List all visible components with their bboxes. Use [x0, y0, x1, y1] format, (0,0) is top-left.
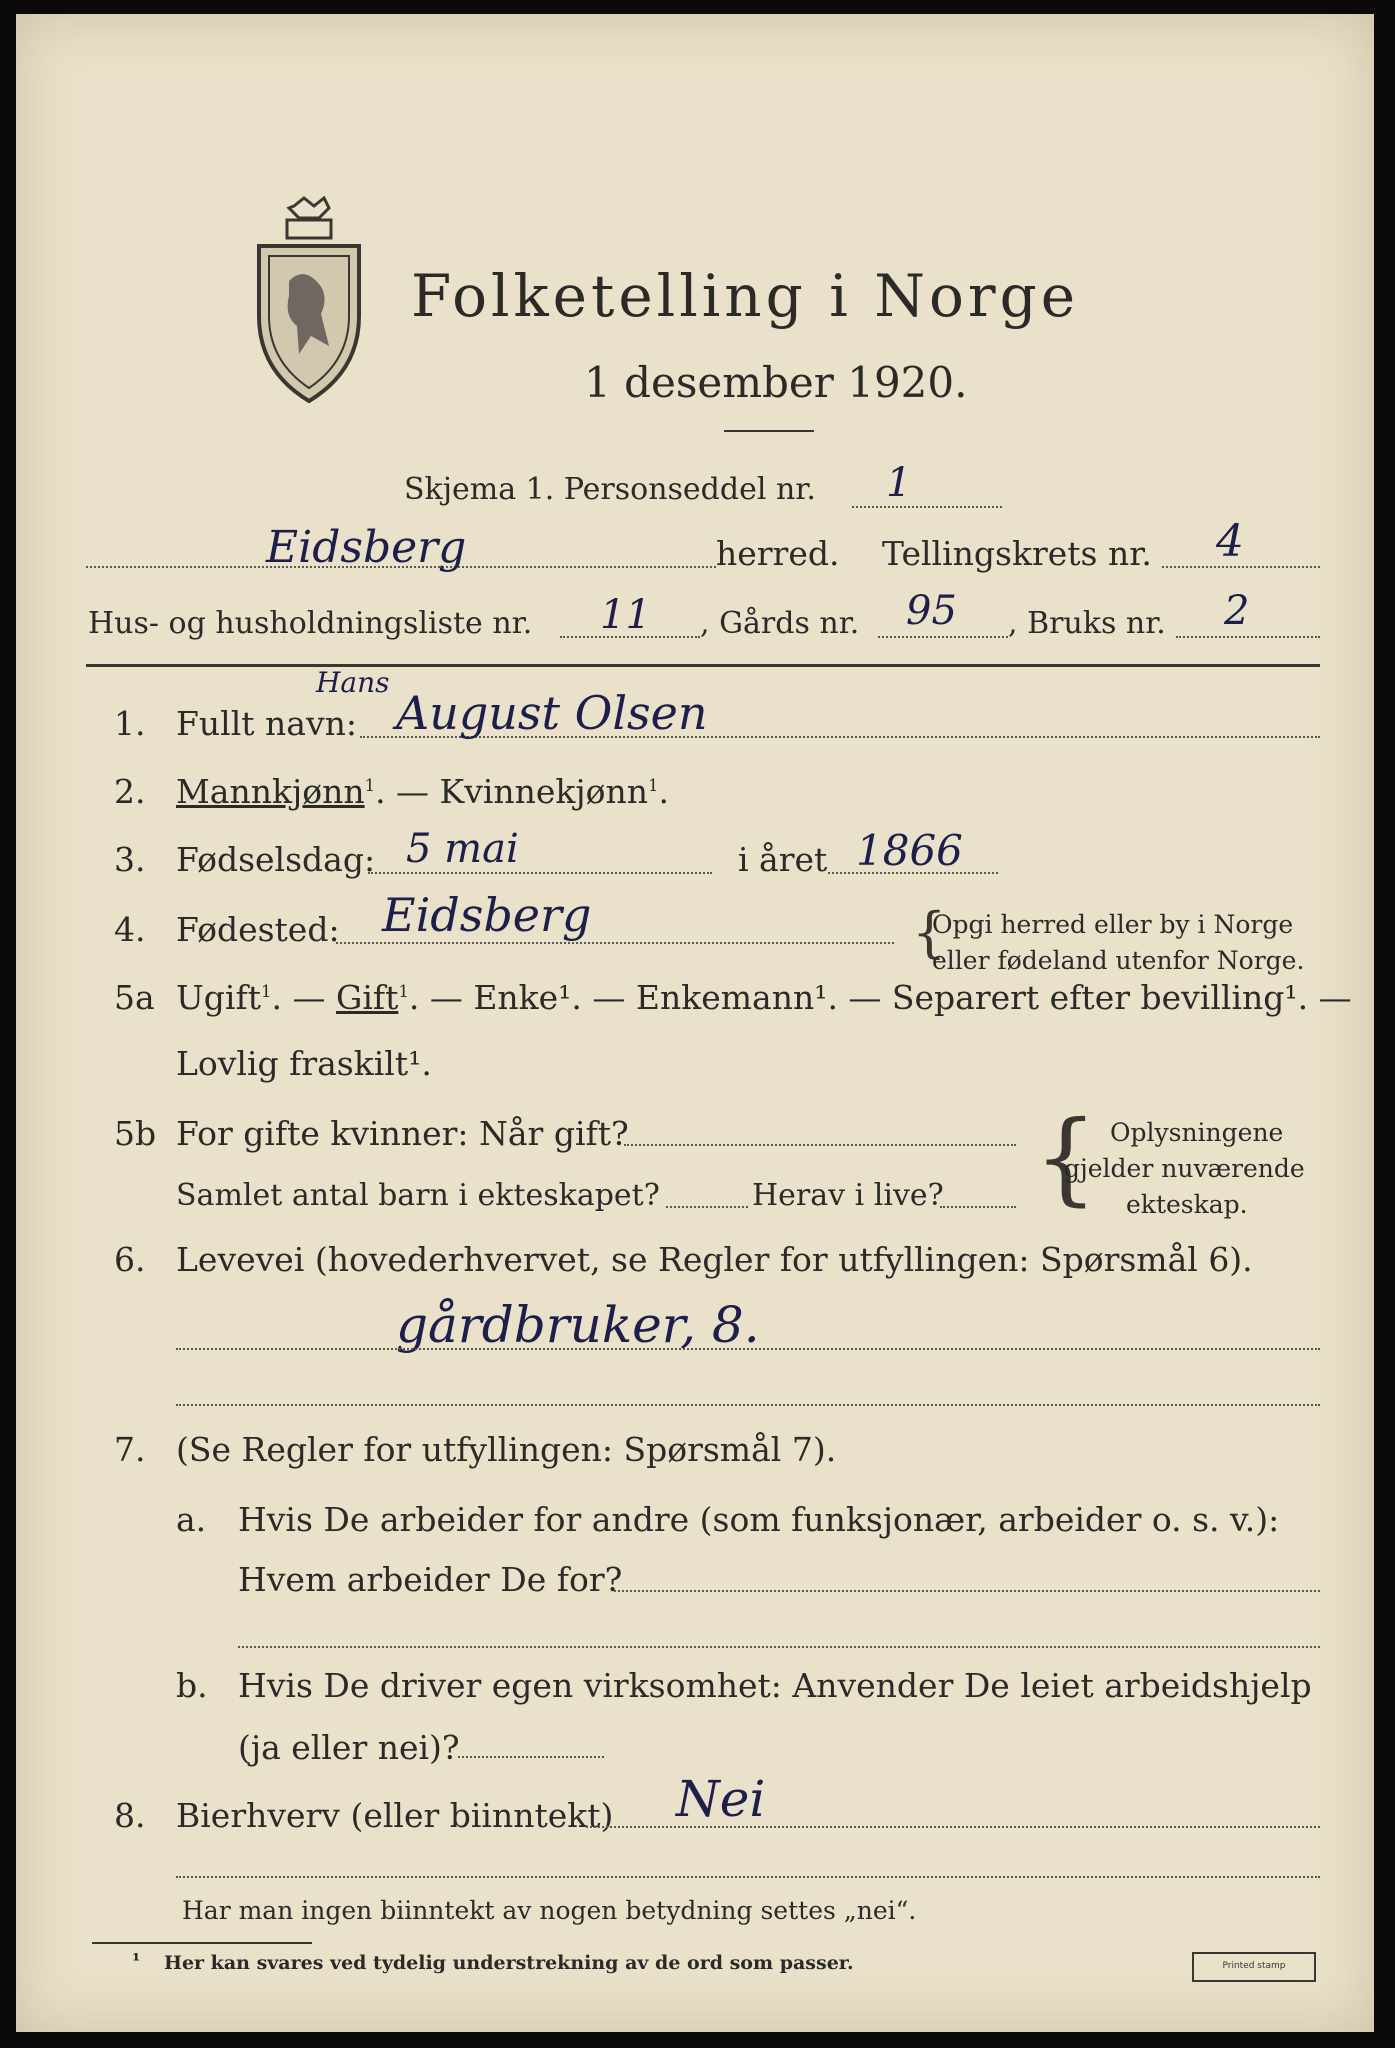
q7a-line2: Hvem arbeider De for?: [238, 1560, 623, 1599]
herred-label: herred.: [716, 534, 840, 573]
q2-number: 2.: [114, 772, 146, 811]
nei-note: Har man ingen biinntekt av nogen betydning settes „nei“.: [182, 1896, 917, 1925]
q6-value: gårdbruker, 8.: [396, 1296, 760, 1354]
q4-value: Eidsberg: [382, 888, 592, 942]
q4-number: 4.: [114, 910, 146, 949]
header-separator: [86, 664, 1320, 667]
census-form: Folketelling i Norge 1 desember 1920. Skjema 1. Personseddel nr. 1 Eidsberg herred. Tellingskrets nr. 4 Hus- og husholdningsliste nr. 11 , Gårds nr. 95 , Bruks nr. 2 1. Fullt navn: Hans August Olsen 2. Mannkjønn$^1$. — Kvinnekjønn$^1$. 3. Fødselsdag: 5 mai i året 1866 4. Fødested: Eidsberg { Opgi herred eller by i Norge eller fødeland utenfor Norge. 5a Ugift$^1$. — Gift$^1$. — Enke¹. — Enkemann¹. — Separert efter bevilling¹. — Lovlig fraskilt¹. 5b For gifte kvinner: Når gift? Samlet antal barn i ekteskapet? Herav i live? { Oplysningene gjelder nuværende ekteskap. 6. Levevei (hovederhvervet, se Regler for utfyllingen: Spørsmål 6). gårdbruker, 8. 7. (Se Regler for utfyllingen: Spørsmål 7). a. Hvis De arbeider for andre (som funksjonær, arbeider o. s. v.): Hvem arbeider De for? b. Hvis De driver egen virksomhet: Anvender De leiet arbeidshjelp (ja eller nei)? 8. Bierhverv (eller biinntekt) Nei Har man ingen biinntekt av nogen betydning settes „nei“. ¹ Her kan svares ved tydelig understrekning av de ord som passer. Printed stamp: [16, 14, 1374, 2032]
footnote-separator: [92, 1942, 312, 1944]
bruks-number: 2: [1224, 588, 1250, 634]
footnote-mark: ¹: [132, 1950, 141, 1972]
q3-label: Fødselsdag:: [176, 840, 376, 879]
q6-number: 6.: [114, 1240, 146, 1279]
q5a-gift: Gift: [335, 978, 399, 1017]
q7a-label: Hvis De arbeider for andre (som funksjonær, arbeider o. s. v.):: [238, 1500, 1280, 1539]
personseddel-number: 1: [886, 460, 912, 506]
q4-note-1: Opgi herred eller by i Norge: [932, 910, 1294, 939]
census-date: 1 desember 1920.: [584, 358, 968, 407]
coat-of-arms-icon: [249, 196, 369, 406]
q3-year: 1866: [856, 826, 963, 875]
q8-value: Nei: [676, 1770, 766, 1828]
q5a-rest: . — Enke¹. — Enkemann¹. — Separert efter bevilling¹. —: [408, 978, 1352, 1017]
q4-note-2: eller fødeland utenfor Norge.: [932, 946, 1305, 975]
q3-number: 3.: [114, 840, 146, 879]
q5b-label: For gifte kvinner: Når gift?: [176, 1114, 629, 1153]
q7b-letter: b.: [176, 1666, 208, 1705]
q5b-note-2: gjelder nuværende: [1064, 1154, 1305, 1183]
q7-number: 7.: [114, 1430, 146, 1469]
q2-male: Mannkjønn: [176, 772, 365, 811]
q5b-number: 5b: [114, 1114, 157, 1153]
q5a-ugift: Ugift: [176, 978, 261, 1017]
printer-stamp: Printed stamp: [1192, 1952, 1316, 1982]
form-title: Folketelling i Norge: [411, 262, 1080, 330]
gards-number: 95: [906, 588, 957, 634]
gards-label: , Gårds nr.: [700, 606, 860, 641]
q1-value-prefix: Hans: [316, 666, 390, 699]
q4-label: Fødested:: [176, 910, 340, 949]
q1-number: 1.: [114, 704, 146, 743]
tellingskrets-number: 4: [1216, 516, 1244, 567]
q5a-line2: Lovlig fraskilt¹.: [176, 1044, 432, 1083]
q8-label: Bierhverv (eller biinntekt): [176, 1796, 614, 1835]
q8-number: 8.: [114, 1796, 146, 1835]
tellingskrets-label: Tellingskrets nr.: [882, 534, 1152, 573]
q3-year-label: i året: [738, 840, 828, 879]
q1-value: August Olsen: [396, 686, 708, 740]
hus-number: 11: [600, 592, 651, 638]
q7-label: (Se Regler for utfyllingen: Spørsmål 7).: [176, 1430, 837, 1469]
q7b-label: Hvis De driver egen virksomhet: Anvender De leiet arbeidshjelp: [238, 1666, 1312, 1705]
q7a-letter: a.: [176, 1500, 207, 1539]
q1-label: Fullt navn:: [176, 704, 357, 743]
schema-label: Skjema 1. Personseddel nr.: [404, 472, 816, 507]
q6-label: Levevei (hovederhvervet, se Regler for utfyllingen: Spørsmål 6).: [176, 1240, 1253, 1279]
herred-value: Eidsberg: [266, 522, 467, 573]
q7b-line2: (ja eller nei)?: [238, 1728, 460, 1767]
title-divider: [724, 430, 814, 432]
q5b-line2a: Samlet antal barn i ekteskapet?: [176, 1178, 660, 1213]
footnote: Her kan svares ved tydelig understrekning av de ord som passer.: [164, 1952, 854, 1974]
q5b-line2b: Herav i live?: [752, 1178, 944, 1213]
q5b-note-3: ekteskap.: [1126, 1190, 1248, 1219]
q5b-note-1: Oplysningene: [1110, 1118, 1284, 1147]
q3-day: 5 mai: [406, 826, 519, 872]
hus-label: Hus- og husholdningsliste nr.: [88, 606, 533, 641]
bruks-label: , Bruks nr.: [1008, 606, 1166, 641]
q2-rest: . — Kvinnekjønn: [375, 772, 649, 811]
q5a-number: 5a: [114, 978, 155, 1017]
